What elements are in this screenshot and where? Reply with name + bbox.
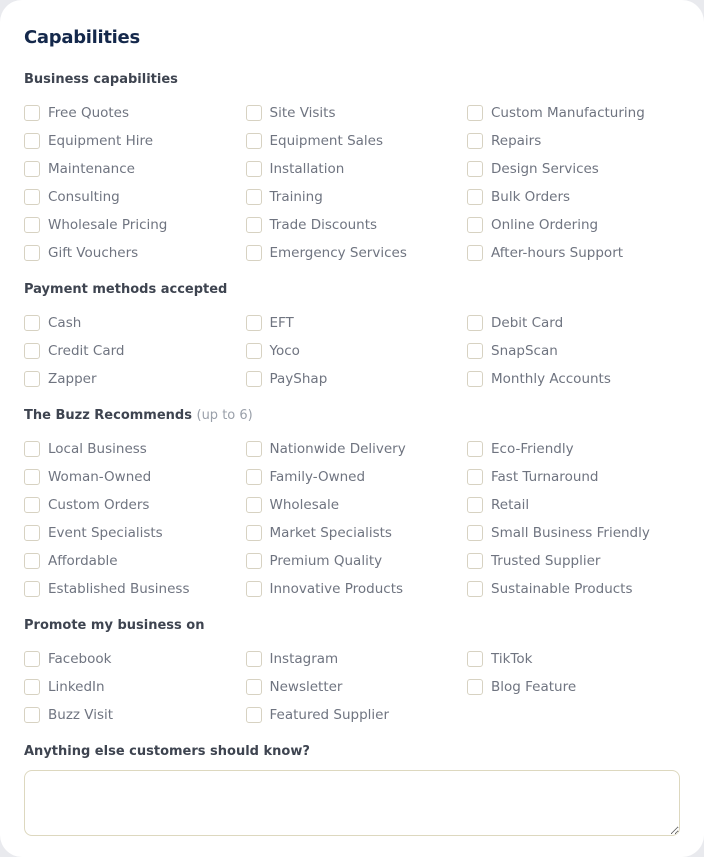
checkbox-label: Newsletter xyxy=(269,679,343,695)
checkbox-label: Eco-Friendly xyxy=(491,441,574,457)
checkbox-option[interactable] xyxy=(246,673,468,701)
checkbox-option[interactable] xyxy=(24,127,246,155)
checkbox[interactable] xyxy=(24,371,40,387)
checkbox-option[interactable] xyxy=(467,211,688,239)
checkbox-grid xyxy=(24,645,680,729)
checkbox[interactable] xyxy=(467,105,483,121)
checkbox[interactable] xyxy=(246,105,262,121)
checkbox[interactable] xyxy=(24,679,40,695)
checkbox-label: After-hours Support xyxy=(491,245,624,261)
checkbox-label: Monthly Accounts xyxy=(491,371,611,387)
checkbox[interactable] xyxy=(246,217,262,233)
checkbox-label: Credit Card xyxy=(48,343,125,359)
checkbox-label: Established Business xyxy=(48,581,190,597)
checkbox[interactable] xyxy=(24,343,40,359)
checkbox[interactable] xyxy=(246,441,262,457)
checkbox[interactable] xyxy=(246,371,262,387)
checkbox-option[interactable] xyxy=(24,673,246,701)
checkbox-option[interactable] xyxy=(246,435,468,463)
payment-methods-section xyxy=(24,281,680,393)
checkbox-label: Instagram xyxy=(269,651,339,667)
checkbox[interactable] xyxy=(467,553,483,569)
checkbox-label: Blog Feature xyxy=(491,679,577,695)
checkbox-option[interactable] xyxy=(467,645,688,673)
checkbox-label: Nationwide Delivery xyxy=(269,441,406,457)
checkbox-grid xyxy=(24,309,680,393)
checkbox-option[interactable] xyxy=(246,519,468,547)
checkbox-option[interactable] xyxy=(246,337,468,365)
checkbox-option[interactable] xyxy=(467,673,688,701)
checkbox-option[interactable] xyxy=(246,239,468,267)
checkbox-label: Equipment Sales xyxy=(269,133,384,149)
checkbox[interactable] xyxy=(24,651,40,667)
checkbox-label: Installation xyxy=(269,161,345,177)
section-label: Business capabilities xyxy=(24,72,178,87)
checkbox-label: Woman-Owned xyxy=(48,469,152,485)
checkbox-option[interactable] xyxy=(467,435,688,463)
checkbox[interactable] xyxy=(467,217,483,233)
checkbox-option[interactable] xyxy=(24,547,246,575)
checkbox-label: Sustainable Products xyxy=(491,581,633,597)
checkbox-label: Training xyxy=(269,189,323,205)
checkbox-label: Cash xyxy=(48,315,82,331)
section-label: Promote my business on xyxy=(24,618,205,633)
checkbox-label: LinkedIn xyxy=(48,679,105,695)
checkbox-option[interactable] xyxy=(467,309,688,337)
checkbox-label: Event Specialists xyxy=(48,525,163,541)
checkbox-label: Free Quotes xyxy=(48,105,130,121)
checkbox[interactable] xyxy=(467,245,483,261)
checkbox-label: Custom Orders xyxy=(48,497,150,513)
checkbox-option[interactable] xyxy=(24,365,246,393)
checkbox-label: Premium Quality xyxy=(269,553,383,569)
checkbox[interactable] xyxy=(246,315,262,331)
checkbox-option[interactable] xyxy=(246,99,468,127)
checkbox-option[interactable] xyxy=(246,309,468,337)
checkbox[interactable] xyxy=(24,315,40,331)
notes-textarea[interactable] xyxy=(24,770,680,836)
checkbox-label: Facebook xyxy=(48,651,112,667)
checkbox-label: Consulting xyxy=(48,189,120,205)
checkbox-option[interactable] xyxy=(467,365,688,393)
checkbox-option[interactable] xyxy=(246,365,468,393)
buzz-recommends-section xyxy=(24,407,680,603)
checkbox-option[interactable] xyxy=(24,239,246,267)
checkbox-option[interactable] xyxy=(467,127,688,155)
checkbox-option[interactable] xyxy=(24,155,246,183)
page-title: Capabilities xyxy=(24,27,140,48)
checkbox-label: Design Services xyxy=(491,161,599,177)
checkbox-label: Family-Owned xyxy=(269,469,366,485)
checkbox-option[interactable] xyxy=(246,211,468,239)
checkbox-option[interactable] xyxy=(467,183,688,211)
checkbox[interactable] xyxy=(24,581,40,597)
checkbox-label: Local Business xyxy=(48,441,147,457)
checkbox-option[interactable] xyxy=(24,463,246,491)
checkbox-option[interactable] xyxy=(467,463,688,491)
notes-label: Anything else customers should know? xyxy=(24,744,310,759)
checkbox-option[interactable] xyxy=(246,645,468,673)
checkbox-label: PayShap xyxy=(269,371,328,387)
checkbox-option[interactable] xyxy=(24,309,246,337)
checkbox[interactable] xyxy=(246,161,262,177)
checkbox[interactable] xyxy=(246,553,262,569)
checkbox-option[interactable] xyxy=(24,519,246,547)
checkbox-option[interactable] xyxy=(246,155,468,183)
checkbox[interactable] xyxy=(467,133,483,149)
checkbox-label: Bulk Orders xyxy=(491,189,571,205)
checkbox-label: Equipment Hire xyxy=(48,133,154,149)
business-capabilities-section xyxy=(24,71,680,267)
checkbox-label: SnapScan xyxy=(491,343,558,359)
section-label xyxy=(24,407,680,425)
checkbox-label: Maintenance xyxy=(48,161,135,177)
checkbox-label: TikTok xyxy=(491,651,533,667)
checkbox[interactable] xyxy=(24,189,40,205)
checkbox[interactable] xyxy=(467,679,483,695)
checkbox[interactable] xyxy=(24,525,40,541)
checkbox-option[interactable] xyxy=(467,99,688,127)
checkbox[interactable] xyxy=(467,469,483,485)
checkbox[interactable] xyxy=(467,525,483,541)
checkbox-label: Yoco xyxy=(269,343,300,359)
checkbox[interactable] xyxy=(467,343,483,359)
checkbox-label: Featured Supplier xyxy=(269,707,389,723)
checkbox[interactable] xyxy=(467,651,483,667)
checkbox[interactable] xyxy=(24,553,40,569)
checkbox-option[interactable] xyxy=(24,575,246,603)
checkbox[interactable] xyxy=(246,651,262,667)
promote-business-section xyxy=(24,617,680,729)
checkbox-option[interactable] xyxy=(467,491,688,519)
checkbox-label: Trusted Supplier xyxy=(491,553,601,569)
checkbox-option[interactable] xyxy=(24,435,246,463)
checkbox[interactable] xyxy=(467,497,483,513)
checkbox-option[interactable] xyxy=(24,645,246,673)
checkbox-option[interactable] xyxy=(246,547,468,575)
checkbox-option[interactable] xyxy=(467,519,688,547)
checkbox-label: EFT xyxy=(269,315,294,331)
checkbox-label: Innovative Products xyxy=(269,581,404,597)
checkbox-label: Trade Discounts xyxy=(269,217,378,233)
checkbox-label: Custom Manufacturing xyxy=(491,105,645,121)
checkbox[interactable] xyxy=(246,707,262,723)
checkbox[interactable] xyxy=(24,245,40,261)
checkbox-option[interactable] xyxy=(246,491,468,519)
checkbox-option[interactable] xyxy=(24,701,246,729)
checkbox[interactable] xyxy=(246,525,262,541)
checkbox-grid xyxy=(24,99,680,267)
checkbox-label: Repairs xyxy=(491,133,542,149)
checkbox-option[interactable] xyxy=(24,99,246,127)
checkbox[interactable] xyxy=(246,343,262,359)
section-hint: (up to 6) xyxy=(196,408,253,423)
checkbox-option[interactable] xyxy=(467,239,688,267)
checkbox-label: Site Visits xyxy=(269,105,336,121)
checkbox[interactable] xyxy=(467,371,483,387)
checkbox[interactable] xyxy=(467,581,483,597)
checkbox-option[interactable] xyxy=(24,183,246,211)
checkbox-label: Small Business Friendly xyxy=(491,525,650,541)
checkbox-option[interactable] xyxy=(467,547,688,575)
checkbox-option[interactable] xyxy=(24,337,246,365)
checkbox-option[interactable] xyxy=(246,701,468,729)
checkbox[interactable] xyxy=(24,707,40,723)
checkbox-option[interactable] xyxy=(467,575,688,603)
checkbox[interactable] xyxy=(246,469,262,485)
checkbox[interactable] xyxy=(246,133,262,149)
checkbox[interactable] xyxy=(467,161,483,177)
checkbox-label: Retail xyxy=(491,497,530,513)
checkbox[interactable] xyxy=(246,679,262,695)
checkbox[interactable] xyxy=(24,497,40,513)
checkbox[interactable] xyxy=(24,133,40,149)
checkbox-grid xyxy=(24,435,680,603)
checkbox-option[interactable] xyxy=(24,211,246,239)
checkbox-option[interactable] xyxy=(467,155,688,183)
section-label-text: The Buzz Recommends xyxy=(24,408,192,423)
notes-section xyxy=(24,743,680,836)
section-label: Payment methods accepted xyxy=(24,282,228,297)
checkbox[interactable] xyxy=(246,581,262,597)
checkbox[interactable] xyxy=(246,189,262,205)
checkbox-label: Market Specialists xyxy=(269,525,392,541)
checkbox-label: Fast Turnaround xyxy=(491,469,599,485)
checkbox-option[interactable] xyxy=(467,337,688,365)
checkbox-label: Wholesale Pricing xyxy=(48,217,168,233)
checkbox-label: Wholesale xyxy=(269,497,340,513)
checkbox-label: Emergency Services xyxy=(269,245,407,261)
checkbox-option[interactable] xyxy=(246,463,468,491)
checkbox[interactable] xyxy=(24,217,40,233)
checkbox[interactable] xyxy=(467,315,483,331)
checkbox[interactable] xyxy=(246,497,262,513)
checkbox-label: Buzz Visit xyxy=(48,707,114,723)
checkbox-option[interactable] xyxy=(246,575,468,603)
checkbox-option[interactable] xyxy=(24,491,246,519)
checkbox-label: Debit Card xyxy=(491,315,564,331)
checkbox-label: Online Ordering xyxy=(491,217,599,233)
checkbox-label: Gift Vouchers xyxy=(48,245,139,261)
checkbox-label: Zapper xyxy=(48,371,97,387)
checkbox-option[interactable] xyxy=(246,127,468,155)
checkbox[interactable] xyxy=(24,105,40,121)
checkbox[interactable] xyxy=(24,441,40,457)
checkbox[interactable] xyxy=(467,189,483,205)
checkbox-label: Affordable xyxy=(48,553,118,569)
checkbox[interactable] xyxy=(467,441,483,457)
checkbox[interactable] xyxy=(24,161,40,177)
checkbox-option[interactable] xyxy=(246,183,468,211)
checkbox[interactable] xyxy=(246,245,262,261)
checkbox[interactable] xyxy=(24,469,40,485)
